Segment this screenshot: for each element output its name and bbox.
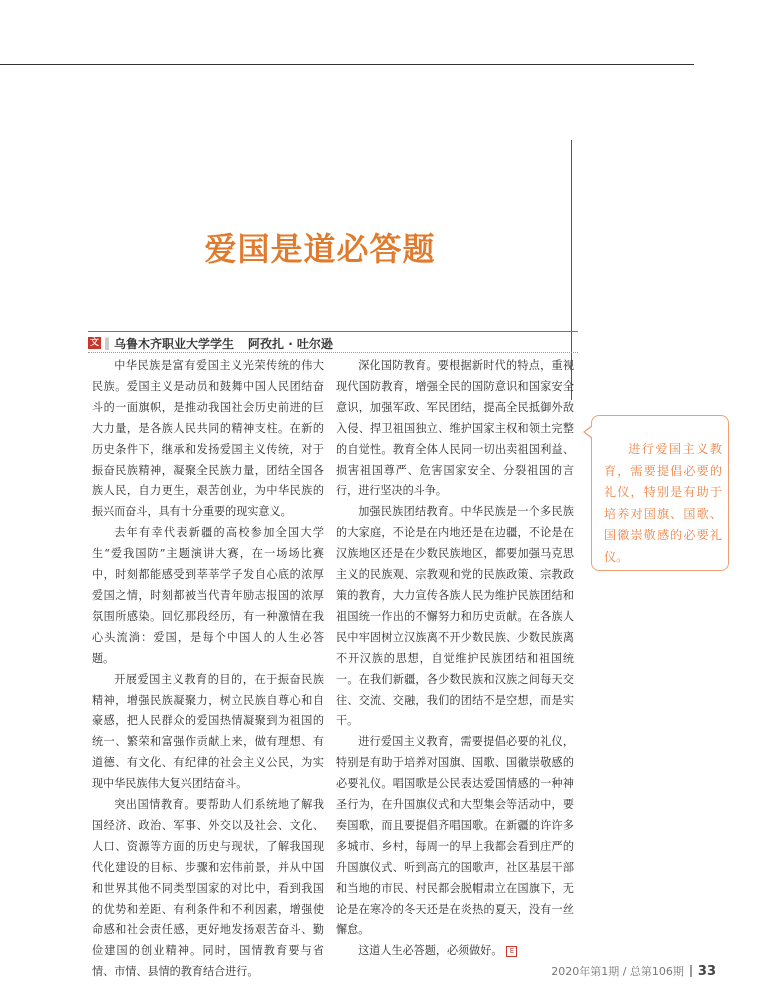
right-paragraph-2: 加强民族团结教育。中华民族是一个多民族的大家庭，不论是在内地还是在边疆，不论是在汉族地区还是在少数民族地区，都要加强马克思主义的民族观、宗教观和党的民族政策、宗教政策的教育，大力宣传各族人民为维护民族团结和祖国统一作出的不懈努力和历史贡献。在各族人民中牢固树立汉族离不开少数民族、少数民族离不开汉族的思想，自觉维护民族团结和祖国统一。在我们新疆，各少数民族和汉族之间每天交往、交流、交融，我们的团结不是空想，而是实干。: [336, 505, 574, 728]
pull-quote: [591, 415, 729, 571]
byline-school: 乌鲁木齐职业大学学生: [114, 336, 235, 351]
issue-info: 2020年第1期 / 总第106期: [551, 965, 684, 978]
article-title: 爱国是道必答题: [204, 230, 436, 268]
right-paragraph-1: 深化国防教育。要根据新时代的特点，重视现代国防教育，增强全民的国防意识和国家安全意识，加强军政、军民团结，提高全民抵御外敌入侵、捍卫祖国独立、维护国家主权和领土完整的自觉性。教育全体人民同一切出卖祖国利益、损害祖国尊严、危害国家安全、分裂祖国的言行，进行坚决的斗争。: [336, 359, 574, 498]
left-column: [92, 356, 324, 983]
top-rule: [0, 64, 694, 65]
byline-tag: 文: [89, 338, 99, 348]
byline-separator: ‖: [104, 336, 110, 350]
right-paragraph-3: 进行爱国主义教育，需要提倡必要的礼仪，特别是有助于培养对国旗、国歌、国徽崇敬感的必要礼仪。唱国歌是公民表达爱国情感的一种神圣行为，在升国旗仪式和大型集会等活动中，要奏国歌，而且要提倡齐唱国歌。在新疆的许许多多城市、乡村，每周一的早上我都会看到庄严的升国旗仪式、听到高亢的国歌声，社区基层干部和当地的市民、村民都会脱帽肃立在国旗下，无论是在寒冷的冬天还是在炎热的夏天，没有一丝懈怠。: [336, 735, 574, 937]
right-column: [336, 356, 574, 962]
page-footer: [551, 963, 716, 979]
closing-sentence: 这道人生必答题，必须做好。: [358, 944, 503, 958]
byline: [88, 331, 578, 353]
pull-quote-text: 进行爱国主义教育，需要提倡必要的礼仪，特别是有助于培养对国旗、国歌、国徽崇敬感的必要礼仪。: [604, 442, 722, 564]
left-paragraph-2: 去年有幸代表新疆的高校参加全国大学生“爱我国防”主题演讲大赛，在一场场比赛中，时刻都能感受到莘莘学子发自心底的浓厚爱国之情，时刻都被当代青年励志报国的浓厚氛围所感染。回忆那段经历，有一种激情在我心头流淌：爱国，是每个中国人的人生必答题。: [92, 526, 324, 665]
left-paragraph-3: 开展爱国主义教育的目的，在于振奋民族精神，增强民族凝聚力，树立民族自尊心和自豪感，把人民群众的爱国热情凝聚到为祖国的统一、繁荣和富强作贡献上来，做有理想、有道德、有文化、有纪律的社会主义公民，为实现中华民族伟大复兴团结奋斗。: [92, 672, 324, 791]
left-paragraph-1: 中华民族是富有爱国主义光荣传统的伟大民族。爱国主义是动员和鼓舞中国人民团结奋斗的一面旗帜，是推动我国社会历史前进的巨大力量，是各族人民共同的精神支柱。在新的历史条件下，继承和发扬爱国主义传统，对于振奋民族精神，凝聚全民族力量，团结全国各族人民，自力更生，艰苦创业，为中华民族的振兴而奋斗，具有十分重要的现实意义。: [92, 359, 324, 519]
footer-separator: [690, 965, 692, 977]
end-mark-icon: E: [506, 946, 517, 957]
left-paragraph-4: 突出国情教育。要帮助人们系统地了解我国经济、政治、军事、外交以及社会、文化、人口、资源等方面的历史与现状，了解我国现代化建设的目标、步骤和宏伟前景，并从中国和世界其他不同类型国家的对比中，看到我国的优势和差距、有利条件和不利因素，增强使命感和社会责任感，更好地发扬艰苦奋斗、勤俭建国的创业精神。同时，国情教育要与省情、市情、县情的教育结合进行。: [92, 798, 324, 979]
pull-quote-tail: [583, 425, 592, 439]
page-number: 33: [697, 963, 716, 979]
right-paragraph-4: [336, 941, 574, 962]
byline-author: 阿孜扎 · 吐尔逊: [248, 336, 333, 351]
